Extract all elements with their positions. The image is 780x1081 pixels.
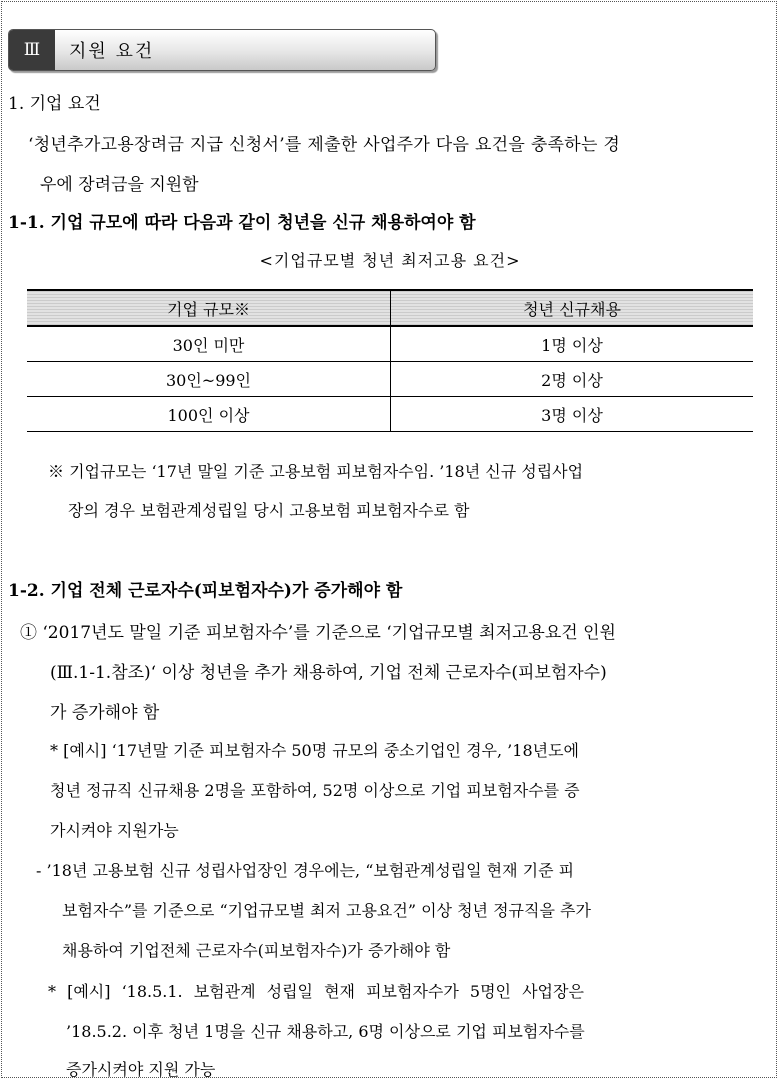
table-caption: <기업규모별 청년 최저고용 요건> — [259, 251, 521, 270]
item1-line-3: 가 증가해야 함 — [50, 703, 160, 723]
intro-line-2: 우에 장려금을 지원함 — [40, 175, 199, 195]
table-cell: 2명 이상 — [391, 362, 754, 397]
example1-line-3: 가시켜야 지원가능 — [50, 821, 179, 840]
example2-line-3: 증가시켜야 지원 가능 — [66, 1060, 216, 1079]
intro-line-1: ‘청년추가고용장려금 지급 신청서’를 제출한 사업주가 다음 요건을 충족하는 경 — [28, 135, 621, 155]
table-cell: 1명 이상 — [391, 326, 754, 362]
table-header-row — [27, 290, 753, 326]
header-company-size: 기업 규모※ — [27, 290, 391, 326]
heading-1-2: 1-2. 기업 전체 근로자수(피보험자수)가 증가해야 함 — [8, 581, 403, 601]
heading-1-1: 1-1. 기업 규모에 따라 다음과 같이 청년을 신규 채용하여야 함 — [8, 213, 476, 233]
item1-line-2: (Ⅲ.1-1.참조)‘ 이상 청년을 추가 채용하여, 기업 전체 근로자수(피보험자수) — [50, 663, 607, 683]
note-line-2: 장의 경우 보험관계성립일 당시 고용보험 피보험자수로 함 — [68, 501, 470, 520]
example2-line-1: * [예시] ‘18.5.1. 보험관계 성립일 현재 피보험자수가 5명인 사업장은 — [48, 982, 584, 1001]
section-number: Ⅲ — [9, 30, 55, 70]
example1-line-2: 청년 정규직 신규채용 2명을 포함하여, 52명 이상으로 기업 피보험자수를 증 — [50, 781, 580, 800]
table-cell: 3명 이상 — [391, 397, 754, 432]
note-line-1: ※ 기업규모는 ‘17년 말일 기준 고용보험 피보험자수임. ’18년 신규 성립사업 — [48, 462, 584, 481]
table-cell: 30인~99인 — [27, 362, 391, 397]
dash-line-3: 채용하여 기업전체 근로자수(피보험자수)가 증가해야 함 — [62, 941, 451, 960]
table-cell: 100인 이상 — [27, 397, 391, 432]
header-new-hires: 청년 신규채용 — [391, 290, 754, 326]
table-cell: 30인 미만 — [27, 326, 391, 362]
table-row — [27, 362, 753, 397]
requirement-table — [27, 289, 753, 432]
dash-line-1: - ’18년 고용보험 신규 성립사업장인 경우에는, “보험관계성립일 현재 기준 피 — [36, 861, 575, 880]
table-row — [27, 326, 753, 362]
dash-line-2: 보험자수”를 기준으로 “기업규모별 최저 고용요건” 이상 청년 정규직을 추가 — [62, 901, 591, 920]
table-row — [27, 397, 753, 432]
heading-1: 1. 기업 요건 — [8, 94, 101, 114]
item1-line-1: ① ‘2017년도 말일 기준 피보험자수’를 기준으로 ‘기업규모별 최저고용요건 인원 — [20, 623, 616, 643]
section-title: 지원 요건 — [69, 41, 155, 62]
example2-line-2: ’18.5.2. 이후 청년 1명을 신규 채용하고, 6명 이상으로 기업 피보험자수를 — [66, 1022, 585, 1041]
example1-line-1: * [예시] ‘17년말 기준 피보험자수 50명 규모의 중소기업인 경우, ’18년도에 — [50, 741, 579, 760]
section-header — [8, 29, 436, 71]
